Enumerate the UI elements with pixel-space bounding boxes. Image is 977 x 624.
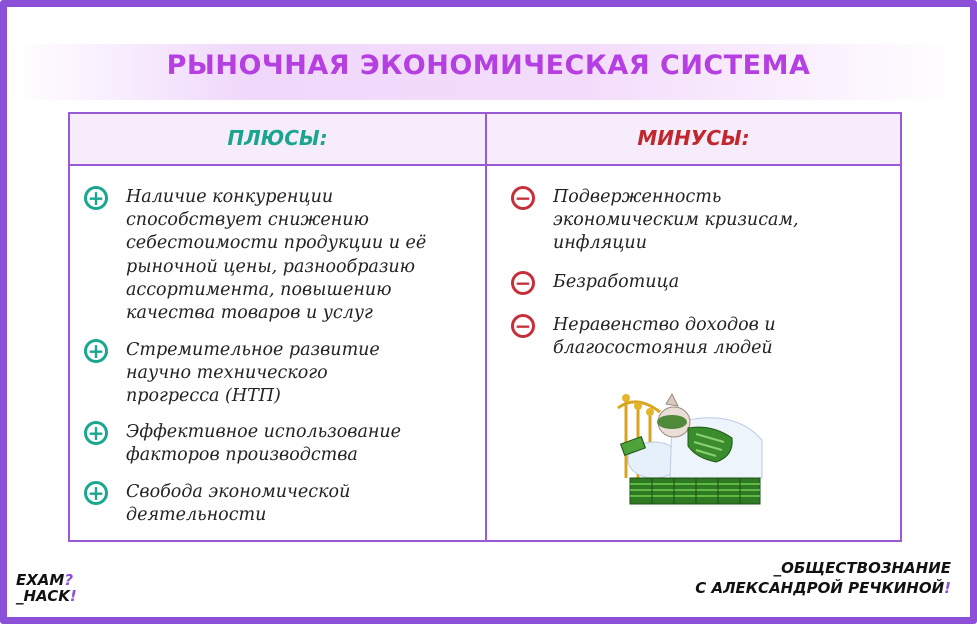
cons-heading: МИНУСЫ: (637, 126, 750, 150)
column-divider (485, 112, 487, 542)
minus-circle-icon: − (511, 186, 535, 210)
page-title: РЫНОЧНАЯ ЭКОНОМИЧЕСКАЯ СИСТЕМА (166, 50, 811, 81)
pros-item-text: Стремительное развитие научно технического прогресса (НТП) (126, 340, 380, 407)
plus-circle-icon: + (84, 421, 108, 445)
examhack-logo: EXAM? _HACK! (16, 571, 77, 605)
course-signature: _ОБЩЕСТВОЗНАНИЕ С АЛЕКСАНДРОЙ РЕЧКИНОЙ! (695, 559, 951, 597)
plus-circle-icon: + (84, 481, 108, 505)
minus-circle-icon: − (511, 271, 535, 295)
cons-item-text: Подверженность экономическим кризисам, инфляции (553, 187, 799, 254)
plus-circle-icon: + (84, 186, 108, 210)
cons-item-text: Неравенство доходов и благосостояния людей (553, 315, 776, 359)
pros-heading: ПЛЮСЫ: (227, 126, 328, 150)
pros-item-text: Эффективное использование факторов производства (126, 422, 402, 466)
header-divider (68, 164, 902, 166)
pros-item-text: Свобода экономической деятельности (126, 482, 351, 526)
cons-item-text: Безработица (553, 272, 680, 292)
plus-circle-icon: + (84, 339, 108, 363)
pros-item-text: Наличие конкуренции способствует снижению себестоимости продукции и её рыночной цены, разнообразию ассортимента, повышению качества товаров и услуг (126, 187, 427, 324)
sleeping-character-illustration (612, 386, 772, 508)
minus-circle-icon: − (511, 314, 535, 338)
